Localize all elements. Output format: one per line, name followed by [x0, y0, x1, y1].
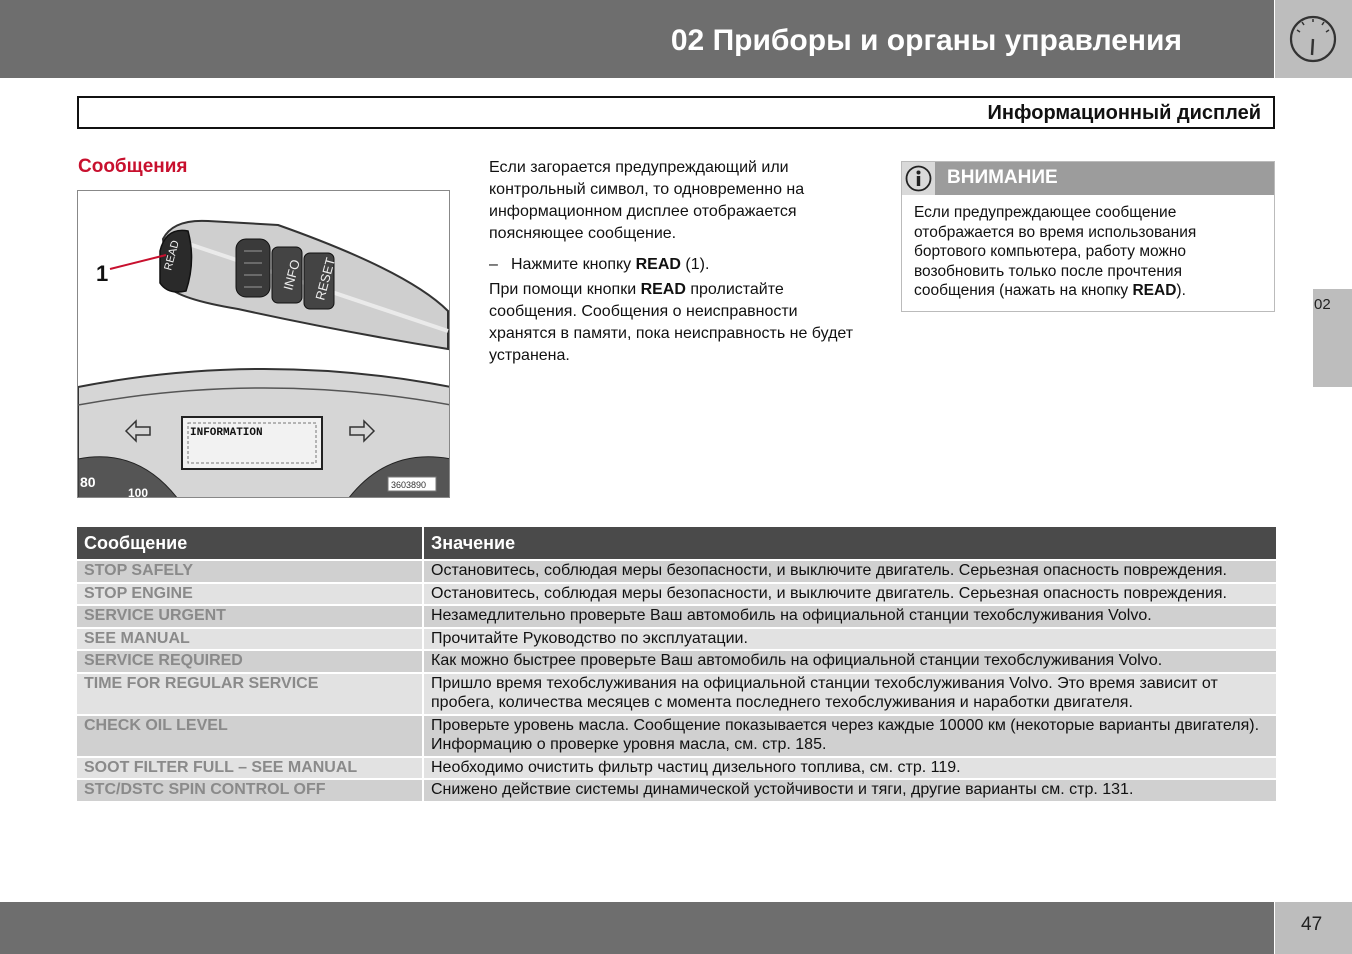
note-body [914, 203, 1264, 301]
message-meaning: Снижено действие системы динамической устойчивости и тяги, другие варианты см. стр. 131. [423, 779, 1276, 801]
chapter-side-tab [1313, 289, 1352, 387]
messages-heading: Сообщения [78, 156, 188, 177]
message-code: SOOT FILTER FULL – SEE MANUAL [77, 757, 423, 780]
page-number: 47 [1301, 914, 1323, 935]
section-heading-box [77, 96, 1275, 129]
instruction-step [489, 254, 859, 276]
note-text-post: ). [1176, 282, 1186, 299]
note-read-bold: READ [1132, 282, 1177, 299]
note-icon-cell [902, 162, 935, 195]
reset-button-label: RESET [312, 256, 339, 302]
message-meaning: Пришло время техобслуживания на официальной станции техобслуживания Volvo. Это время зависит от пробега, количества месяцев с момента последнего техобслуживания и наработки двигателя. [423, 673, 1276, 715]
gauge-left-label: 80 [80, 474, 96, 490]
message-meaning: Как можно быстрее проверьте Ваш автомобиль на официальной станции техобслуживания Volvo. [423, 650, 1276, 673]
step-text-pre: Нажмите кнопку [511, 256, 636, 273]
message-code: SERVICE REQUIRED [77, 650, 423, 673]
image-code: 3603890 [391, 480, 427, 490]
step-dash: – [489, 256, 498, 273]
table-row [77, 560, 1276, 583]
table-row [77, 779, 1276, 801]
message-meaning: Остановитесь, соблюдая меры безопасности, и выключите двигатель. Серьезная опасность повреждения. [423, 560, 1276, 583]
header-icon-box [1275, 0, 1352, 78]
step-read-bold: READ [635, 256, 681, 273]
table-row [77, 715, 1276, 757]
illustration-svg [78, 191, 450, 498]
message-meaning: Остановитесь, соблюдая меры безопасности, и выключите двигатель. Серьезная опасность повреждения. [423, 583, 1276, 606]
message-code: SEE MANUAL [77, 628, 423, 651]
message-code: SERVICE URGENT [77, 605, 423, 628]
info-icon [905, 165, 932, 192]
table-row [77, 628, 1276, 651]
message-code: STOP SAFELY [77, 560, 423, 583]
scroll-text-pre: При помощи кнопки [489, 281, 641, 298]
attention-note [901, 161, 1275, 312]
message-meaning: Прочитайте Руководство по эксплуатации. [423, 628, 1276, 651]
note-title: ВНИМАНИЕ [947, 167, 1058, 188]
scroll-read-bold: READ [640, 281, 686, 298]
message-meaning: Проверьте уровень масла. Сообщение показывается через каждые 10000 км (некоторые варианты двигателя). Информацию о проверке уровня масла, см. стр. 185. [423, 715, 1276, 757]
table-row [77, 757, 1276, 780]
gauge-icon [1288, 14, 1338, 64]
callout-number: 1 [96, 261, 109, 286]
message-meaning: Незамедлительно проверьте Ваш автомобиль на официальной станции техобслуживания Volvo. [423, 605, 1276, 628]
table-row [77, 673, 1276, 715]
message-code: STOP ENGINE [77, 583, 423, 606]
message-code: TIME FOR REGULAR SERVICE [77, 673, 423, 715]
intro-paragraph: Если загорается предупреждающий или контрольный символ, то одновременно на информационном дисплее отображается поясняющее сообщение. [489, 159, 805, 242]
note-text-pre: Если предупреждающее сообщение отображается во время использования бортового компьютера, работу можно возобновить только после прочтения сообщения (нажать на кнопку [914, 204, 1197, 299]
gauge-left-label-2: 100 [128, 486, 149, 498]
table-row [77, 650, 1276, 673]
side-tab-label: 02 [1314, 296, 1331, 313]
page-number-box [1275, 902, 1352, 954]
table-header-message: Сообщение [77, 527, 423, 560]
read-button-label: READ [162, 239, 182, 272]
table-row [77, 605, 1276, 628]
table-row [77, 583, 1276, 606]
scroll-text-post: пролистайте сообщения. Сообщения о неисправности хранятся в памяти, пока неисправность не будет устранена. [489, 281, 854, 364]
table-header-meaning: Значение [423, 527, 1276, 560]
step-text-post: (1). [680, 256, 710, 273]
section-title: Информационный дисплей [987, 102, 1261, 124]
scroll-paragraph [489, 279, 859, 367]
chapter-title: 02 Приборы и органы управления [670, 24, 1182, 57]
steering-stalk-illustration [77, 190, 450, 498]
header-bar [0, 0, 1274, 78]
message-code: CHECK OIL LEVEL [77, 715, 423, 757]
footer-bar [0, 902, 1274, 954]
message-meaning: Необходимо очистить фильтр частиц дизельного топлива, см. стр. 119. [423, 757, 1276, 780]
message-code: STC/DSTC SPIN CONTROL OFF [77, 779, 423, 801]
note-header [902, 162, 1274, 195]
messages-table [77, 527, 1276, 801]
table-header-row [77, 527, 1276, 560]
info-button-label: INFO [280, 257, 303, 292]
display-text: INFORMATION [190, 427, 263, 439]
